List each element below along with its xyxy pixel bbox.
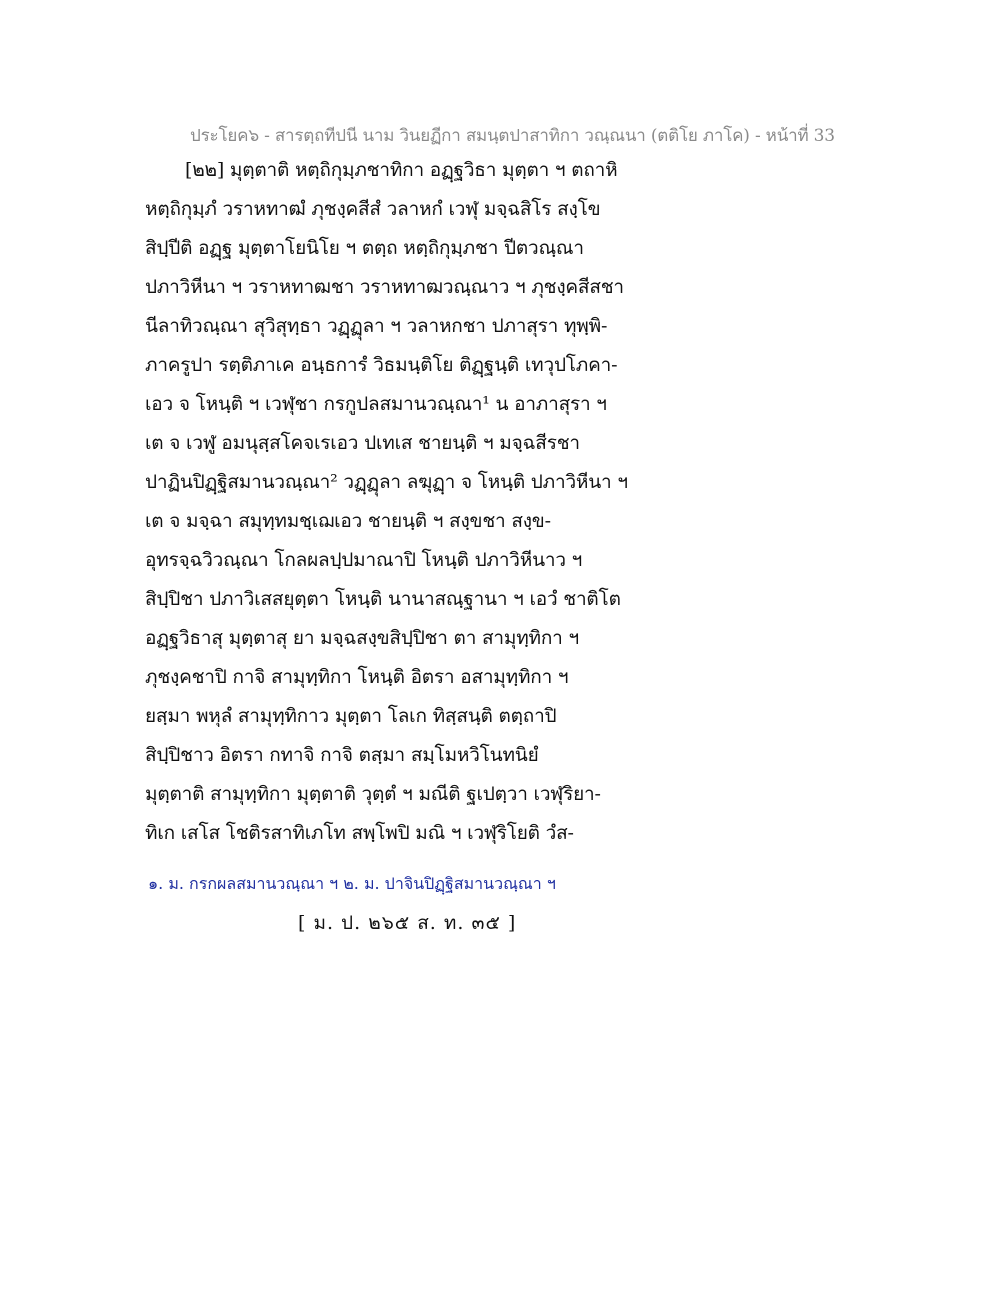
text-line: สิปฺปิชาว อิตรา กทาจิ กาจิ ตสฺมา สมฺโมหวิโนทนิยํ xyxy=(145,744,539,766)
text-line: อุทรจฺฉวิวณฺณา โกลผลปฺปมาณาปิ โหนฺติ ปภาวิหีนาว ฯ xyxy=(145,549,583,571)
text-line: [๒๒] มุตฺตาติ หตฺถิกุมฺภชาทิกา อฏฺฐวิธา มุตฺตา ฯ ตถาหิ xyxy=(185,159,618,181)
text-line: เอว จ โหนฺติ ฯ เวฬุชา กรกูปลสมานวณฺณา¹ น อาภาสุรา ฯ xyxy=(145,393,607,415)
text-line: ภาครูปา รตฺติภาเค อนฺธการํ วิธมนฺติโย ติฏฺฐนฺติ เทวุปโภคา- xyxy=(145,354,618,376)
text-line: สิปฺปีติ อฏฺฐ มุตฺตาโยนิโย ฯ ตตฺถ หตฺถิกุมฺภชา ปีตวณฺณา xyxy=(145,237,584,259)
text-line: อฏฺฐวิธาสุ มุตฺตาสุ ยา มจฺฉสงฺขสิปฺปิชา ตา สามุทฺทิกา ฯ xyxy=(145,627,579,649)
text-line: ยสฺมา พหุลํ สามุทฺทิกาว มุตฺตา โลเก ทิสฺสนฺติ ตตฺถาปิ xyxy=(145,705,557,727)
page-header: ประโยค๖ - สารตฺถทีปนี นาม วินยฏีกา สมนฺตปาสาทิกา วณฺณนา (ตติโย ภาโค) - หน้าที่ 33 xyxy=(190,126,835,146)
text-line: ปาฏินปิฏฺฐิสมานวณฺณา² วฏฺฏุลา ลฆุฏฺา จ โหนฺติ ปภาวิหีนา ฯ xyxy=(145,471,628,493)
text-line: ทิเก เสโส โชติรสาทิเภโท สพฺโพปิ มณิ ฯ เวฬุริโยติ วํส- xyxy=(145,822,574,844)
text-line: เต จ เวฬู อมนุสฺสโคจเรเอว ปเทเส ชายนฺติ ฯ มจฺฉสีรชา xyxy=(145,432,580,454)
page-reference: [ ม. ป. ๒๖๕ ส. ท. ๓๕ ] xyxy=(298,912,517,934)
text-line: เต จ มจฺฉา สมุทฺทมชฺเฌเอว ชายนฺติ ฯ สงฺขชา สงฺข- xyxy=(145,510,551,532)
footnotes: ๑. ม. กรกผลสมานวณฺณา ฯ ๒. ม. ปาจินปิฏฺฐิสมานวณฺณา ฯ xyxy=(148,874,556,893)
text-line: ปภาวิหีนา ฯ วราหทาฒชา วราหทาฒวณฺณาว ฯ ภุชงฺคสีสชา xyxy=(145,276,624,298)
text-line: มุตฺตาติ สามุทฺทิกา มุตฺตาติ วุตฺตํ ฯ มณีติ ฐเปตฺวา เวฬุริยา- xyxy=(145,783,601,805)
text-line: นีลาทิวณฺณา สุวิสุทฺธา วฏฺฏุลา ฯ วลาหกชา ปภาสุรา ทุพฺพิ- xyxy=(145,315,608,337)
text-line: หตฺถิกุมฺภํ วราหทาฒํ ภุชงฺคสีสํ วลาหกํ เวฬุ มจฺฉสิโร สงฺโข xyxy=(145,198,601,220)
text-line: ภุชงฺคชาปิ กาจิ สามุทฺทิกา โหนฺติ อิตรา อสามุทฺทิกา ฯ xyxy=(145,666,569,688)
text-line: สิปฺปิชา ปภาวิเสสยุตฺตา โหนฺติ นานาสณฺฐานา ฯ เอวํ ชาติโต xyxy=(145,588,621,610)
